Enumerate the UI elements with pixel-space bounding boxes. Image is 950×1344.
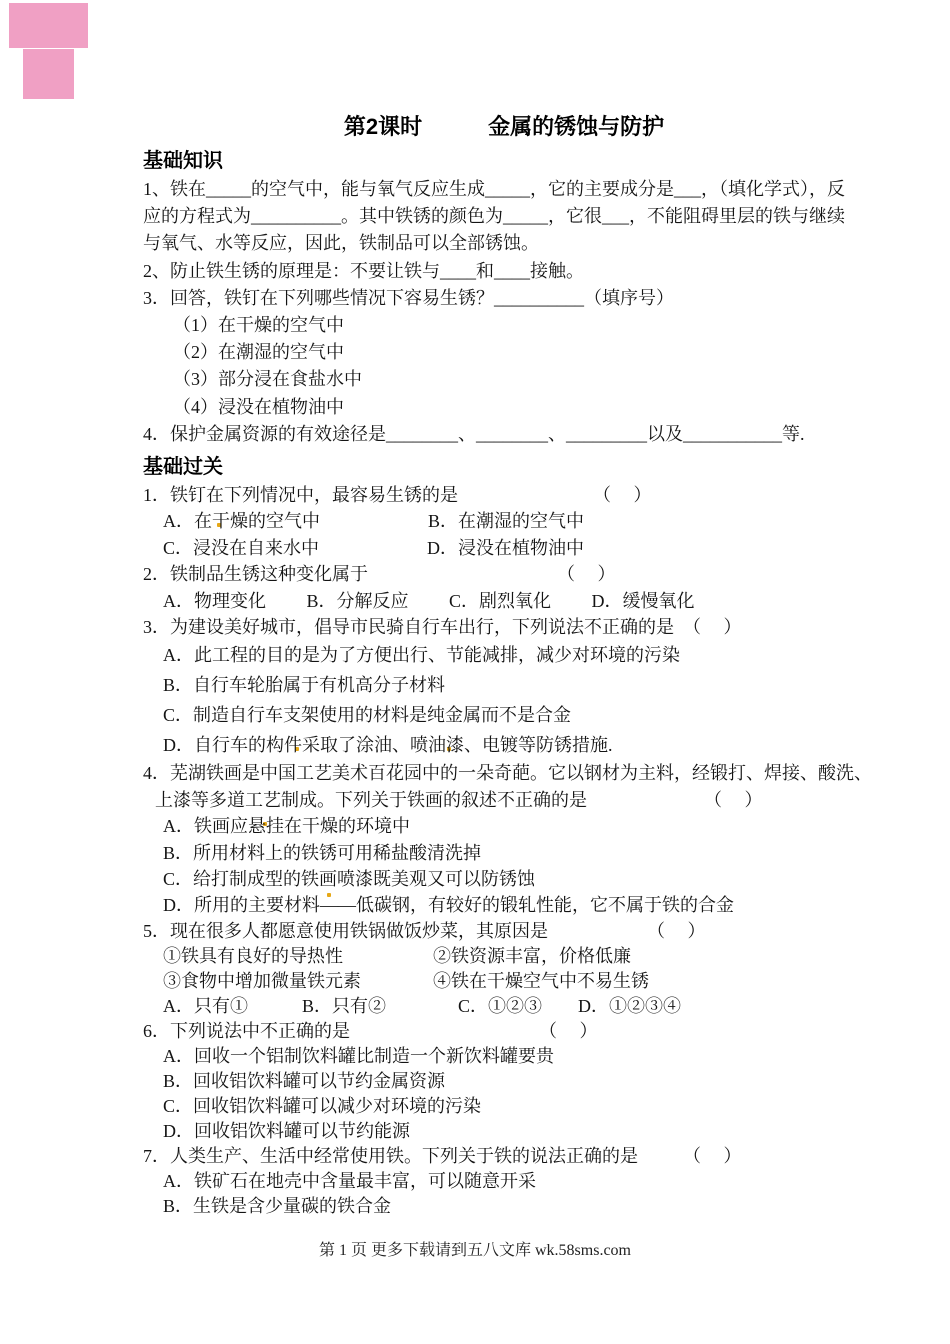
doc-line: C．制造自行车支架使用的材料是纯金属而不是合金	[163, 705, 572, 726]
doc-line: 4．保护金属资源的有效途径是________、________、_________以及___________等.	[143, 423, 805, 444]
doc-line: （1）在干燥的空气中	[173, 315, 344, 336]
doc-title: 第2课时 金属的锈蚀与防护	[343, 114, 665, 139]
pink-highlight-mark	[23, 49, 74, 99]
doc-line: 4．芜湖铁画是中国工艺美术百花园中的一朵奇葩。它以钢材为主料，经锻打、焊接、酸洗、	[143, 763, 872, 784]
doc-line: （4）浸没在植物油中	[173, 396, 344, 417]
doc-line: 与氧气、水等反应，因此，铁制品可以全部锈蚀。	[143, 233, 539, 254]
pink-highlight-mark	[9, 3, 88, 48]
doc-line: 7．人类生产、生活中经常使用铁。下列关于铁的说法正确的是 （ ）	[143, 1145, 742, 1166]
section-practice	[143, 452, 923, 1219]
doc-line: A．此工程的目的是为了方便出行、节能减排，减少对环境的污染	[163, 645, 680, 666]
doc-line: A．在干燥的空气中 B．在潮湿的空气中	[163, 511, 585, 532]
doc-line: D．回收铝饮料罐可以节约能源	[163, 1120, 410, 1141]
doc-line: ①铁具有良好的导热性 ②铁资源丰富，价格低廉	[163, 945, 631, 966]
doc-line: C．给打制成型的铁画喷漆既美观又可以防锈蚀	[163, 869, 536, 890]
doc-line: 3．为建设美好城市，倡导市民骑自行车出行，下列说法不正确的是 （ ）	[143, 617, 742, 638]
doc-line: A．只有① B．只有② C．①②③ D．①②③④	[163, 995, 682, 1016]
doc-line: C．回收铝饮料罐可以减少对环境的污染	[163, 1095, 482, 1116]
doc-line: 应的方程式为__________。其中铁锈的颜色为_____，它很___，不能阻碍里层的铁与继续	[143, 206, 845, 227]
section-lines	[143, 176, 923, 448]
doc-line: 2、防止铁生锈的原理是：不要让铁与____和____接触。	[143, 260, 584, 281]
doc-line: 3．回答，铁钉在下列哪些情况下容易生锈？__________（填序号）	[143, 287, 674, 308]
doc-line: A．铁画应悬挂在干燥的环境中	[163, 816, 410, 837]
doc-line: C．浸没在自来水中 D．浸没在植物油中	[163, 537, 585, 558]
doc-line: 1．铁钉在下列情况中，最容易生锈的是 （ ）	[143, 485, 652, 505]
doc-line: （3）部分浸在食盐水中	[173, 369, 362, 390]
doc-line: A．回收一个铝制饮料罐比制造一个新饮料罐要贵	[163, 1045, 554, 1066]
doc-line: 2．铁制品生锈这种变化属于 （ ）	[143, 564, 616, 585]
doc-line: D．所用的主要材料——低碳钢，有较好的锻轧性能，它不属于铁的合金	[163, 895, 734, 916]
doc-line: （2）在潮湿的空气中	[173, 342, 344, 363]
section-heading: 基础过关	[143, 456, 223, 478]
doc-line: 5．现在很多人都愿意使用铁锅做饭炒菜，其原因是 （ ）	[143, 920, 706, 941]
doc-line: A．铁矿石在地壳中含量最丰富，可以随意开采	[163, 1170, 536, 1191]
doc-line: B．生铁是含少量碳的铁合金	[163, 1195, 392, 1216]
section-lines	[143, 482, 923, 1219]
page-footer: 第 1 页 更多下载请到五八文库 wk.58sms.com	[318, 1242, 631, 1259]
doc-line: B．自行车轮胎属于有机高分子材料	[163, 675, 446, 696]
section-heading: 基础知识	[143, 150, 223, 172]
doc-line: ③食物中增加微量铁元素 ④铁在干燥空气中不易生锈	[163, 970, 649, 991]
doc-line: 6．下列说法中不正确的是 （ ）	[143, 1020, 598, 1041]
doc-line: D．自行车的构件采取了涂油、喷油漆、电镀等防锈措施.	[163, 735, 613, 756]
doc-line: B．所用材料上的铁锈可用稀盐酸清洗掉	[163, 842, 482, 863]
doc-line: B．回收铝饮料罐可以节约金属资源	[163, 1070, 446, 1091]
doc-line: 1、铁在_____的空气中，能与氧气反应生成_____，它的主要成分是___，（填化学式），反	[143, 179, 845, 199]
doc-line: A．物理变化 B．分解反应 C．剧烈氧化 D．缓慢氧化	[163, 590, 695, 611]
section-basics	[143, 146, 923, 448]
doc-line: 上漆等多道工艺制成。下列关于铁画的叙述不正确的是 （ ）	[155, 789, 763, 810]
